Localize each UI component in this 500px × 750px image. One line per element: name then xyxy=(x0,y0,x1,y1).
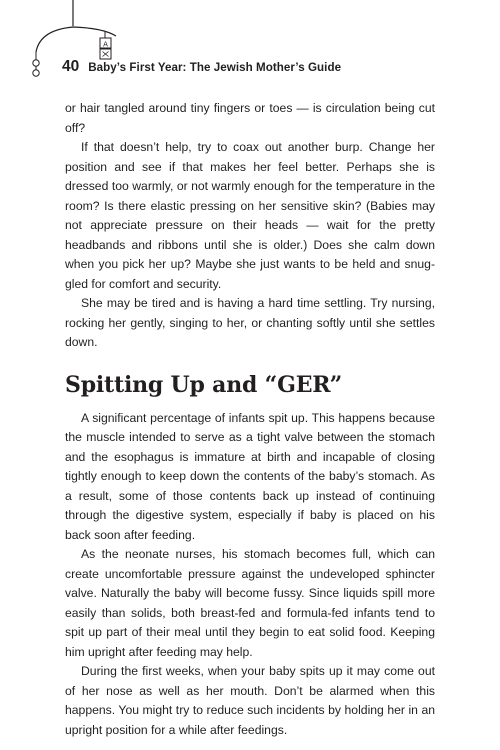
toy-blocks-icon xyxy=(100,38,111,59)
body-paragraph: During the first weeks, when your baby spits up it may come out of her nose as well as her mouth. Don’t be alarmed when this happens. You might try to reduce such incidents by holding her in an upright position for a while after feedings. xyxy=(65,664,435,737)
body-paragraph: As the neonate nurses, his stomach becomes full, which can create uncomfortable pressure against the undeveloped sphincter valve. Naturally the baby will become fussy. Since liquids spill more easily than solids, both breast-fed and formula-fed infants tend to spit up part of their meal until they begin to eat solid food. Keeping him upright after feeding may help. xyxy=(65,547,435,659)
body-paragraph: If that doesn’t help, try to coax out another burp. Change her position and see if that makes her feel better. Perhaps she is dressed too warmly, or not warmly enough for the temperature in the room? Is there elastic pressing on her sensitive skin? (Babies may not appreciate pressure on their heads — wait for the pretty headbands and ribbons until she is older.) Does she calm down when you pick her up? Maybe she just wants to be held and snuggled for comfort and security. xyxy=(65,140,435,291)
block-letter: A xyxy=(103,40,108,49)
body-paragraph: A significant percentage of infants spit up. This happens because the muscle intended to serve as a tight valve between the stomach and the esophagus is immature at birth and incapable of closing tightly enough to keep down the contents of the baby’s stomach. As a result, some of those contents back up instead of continuing through the digestive system, especially if baby is placed on his back soon after feeding. xyxy=(65,410,435,542)
page-body xyxy=(65,99,435,740)
running-head-title: Baby’s First Year: The Jewish Mother’s Guide xyxy=(88,61,342,74)
page-number: 40 xyxy=(62,58,80,75)
section-heading: Spitting Up and “GER” xyxy=(65,371,343,398)
running-header xyxy=(62,58,341,82)
body-paragraph: or hair tangled around tiny fingers or toes — is circulation being cut off? xyxy=(65,101,435,135)
body-paragraph: She may be tired and is having a hard time settling. Try nursing, rocking her gently, singing to her, or chanting softly until she settles down. xyxy=(65,296,435,349)
rattle-icon xyxy=(33,60,39,76)
